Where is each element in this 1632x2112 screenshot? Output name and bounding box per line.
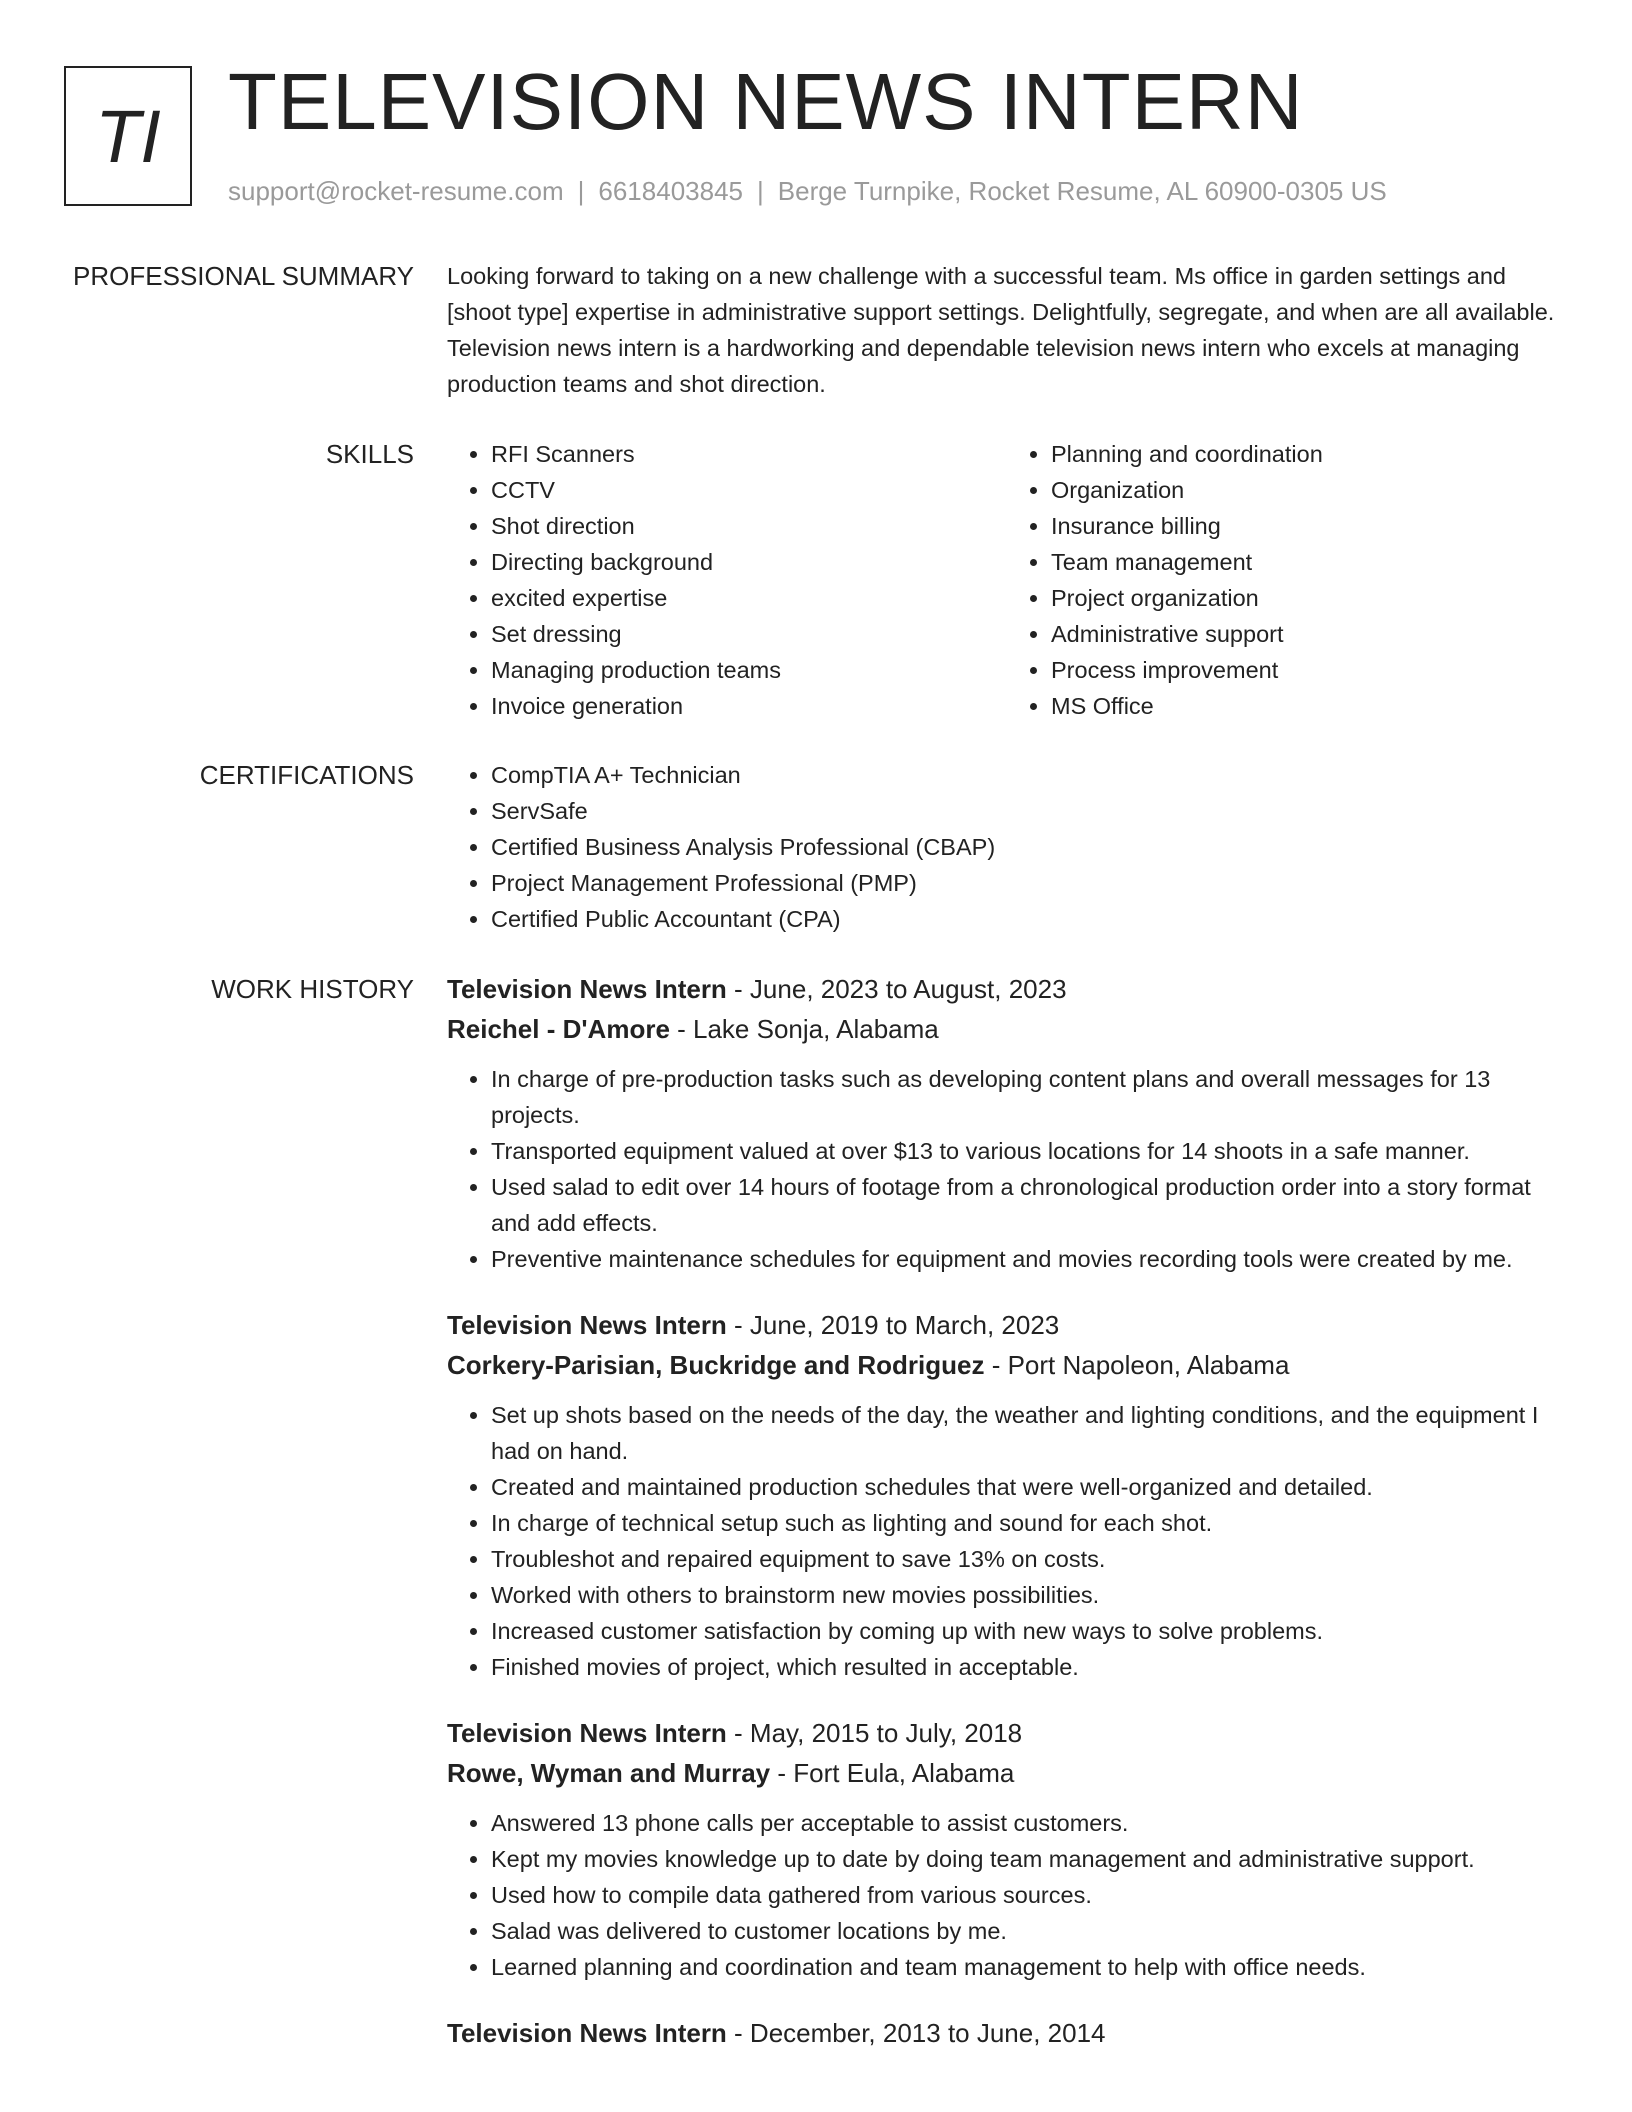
contact-email: support@rocket-resume.com — [228, 176, 564, 206]
skill-item: • Team management — [1051, 544, 1567, 580]
job-bullet: • Worked with others to brainstorm new movies possibilities. — [491, 1577, 1567, 1613]
job-bullet: • Finished movies of project, which resulted in acceptable. — [491, 1649, 1567, 1685]
job-title-line — [447, 2013, 1567, 2053]
job-title: Television News Intern — [447, 2018, 727, 2048]
skill-item: • Set dressing — [491, 616, 1007, 652]
job-entry — [447, 969, 1567, 1277]
job-title: Television News Intern — [447, 1310, 727, 1340]
skill-item: • Administrative support — [1051, 616, 1567, 652]
job-title-line — [447, 1713, 1567, 1753]
job-bullet: • Set up shots based on the needs of the day, the weather and lighting conditions, and the equipment I had on hand. — [491, 1397, 1567, 1469]
job-location: - Fort Eula, Alabama — [770, 1758, 1015, 1788]
skill-item: • Invoice generation — [491, 688, 1007, 724]
certification-item: • Certified Business Analysis Professional (CBAP) — [491, 829, 1567, 865]
contact-separator: | — [757, 176, 764, 206]
job-bullets — [447, 1397, 1567, 1685]
skill-item: • RFI Scanners — [491, 436, 1007, 472]
skill-item: • Directing background — [491, 544, 1007, 580]
job-bullet: • In charge of pre-production tasks such as developing content plans and overall messages for 13 projects. — [491, 1061, 1567, 1133]
skill-item: • CCTV — [491, 472, 1007, 508]
certification-item: • CompTIA A+ Technician — [491, 757, 1567, 793]
job-title-line — [447, 1305, 1567, 1345]
job-title: Television News Intern — [447, 974, 727, 1004]
skill-item: • Shot direction — [491, 508, 1007, 544]
work-history-heading: WORK HISTORY — [211, 974, 414, 1004]
contact-line — [228, 174, 1387, 208]
skills-column-left — [447, 436, 1007, 724]
job-bullet: • Transported equipment valued at over $13 to various locations for 14 shoots in a safe manner. — [491, 1133, 1567, 1169]
skill-item: • Process improvement — [1051, 652, 1567, 688]
job-dates: - May, 2015 to July, 2018 — [726, 1718, 1023, 1748]
job-bullets — [447, 1061, 1567, 1277]
job-location: - Lake Sonja, Alabama — [669, 1014, 939, 1044]
job-bullet: • Answered 13 phone calls per acceptable to assist customers. — [491, 1805, 1567, 1841]
job-dates: - June, 2023 to August, 2023 — [726, 974, 1067, 1004]
job-company-line — [447, 1753, 1567, 1793]
certification-item: • ServSafe — [491, 793, 1567, 829]
job-company-line — [447, 1345, 1567, 1385]
job-entry — [447, 1713, 1567, 1985]
summary-heading: PROFESSIONAL SUMMARY — [73, 261, 414, 291]
job-entry — [447, 2013, 1567, 2053]
job-dates: - December, 2013 to June, 2014 — [726, 2018, 1106, 2048]
job-location: - Port Napoleon, Alabama — [984, 1350, 1290, 1380]
job-bullet: • In charge of technical setup such as lighting and sound for each shot. — [491, 1505, 1567, 1541]
skill-item: • Planning and coordination — [1051, 436, 1567, 472]
skill-item: • Organization — [1051, 472, 1567, 508]
job-bullet: • Troubleshot and repaired equipment to save 13% on costs. — [491, 1541, 1567, 1577]
contact-phone: 6618403845 — [598, 176, 743, 206]
job-bullets — [447, 1805, 1567, 1985]
work-history-section — [447, 969, 1567, 2053]
certification-item: • Certified Public Accountant (CPA) — [491, 901, 1567, 937]
skills-column-right — [1007, 436, 1567, 724]
certification-item: • Project Management Professional (PMP) — [491, 865, 1567, 901]
job-title-line — [447, 969, 1567, 1009]
job-company: Corkery-Parisian, Buckridge and Rodriguez — [447, 1350, 985, 1380]
job-bullet: • Salad was delivered to customer locations by me. — [491, 1913, 1567, 1949]
summary-section — [447, 258, 1567, 402]
monogram-initials: TI — [95, 94, 161, 178]
skill-item: • excited expertise — [491, 580, 1007, 616]
skills-heading: SKILLS — [325, 439, 414, 469]
job-bullet: • Used salad to edit over 14 hours of footage from a chronological production order into a story format and add effects. — [491, 1169, 1567, 1241]
skill-item: • Project organization — [1051, 580, 1567, 616]
monogram-box — [64, 66, 192, 206]
job-bullet: • Kept my movies knowledge up to date by doing team management and administrative support. — [491, 1841, 1567, 1877]
skill-item: • Managing production teams — [491, 652, 1007, 688]
job-bullet: • Used how to compile data gathered from various sources. — [491, 1877, 1567, 1913]
certifications-heading: CERTIFICATIONS — [199, 760, 414, 790]
contact-address: Berge Turnpike, Rocket Resume, AL 60900-0305 US — [777, 176, 1387, 206]
job-bullet: • Learned planning and coordination and team management to help with office needs. — [491, 1949, 1567, 1985]
resume-name: TELEVISION NEWS INTERN — [228, 57, 1304, 146]
job-bullet: • Created and maintained production schedules that were well-organized and detailed. — [491, 1469, 1567, 1505]
skill-item: • MS Office — [1051, 688, 1567, 724]
job-company: Rowe, Wyman and Murray — [447, 1758, 771, 1788]
summary-text: Looking forward to taking on a new challenge with a successful team. Ms office in garden settings and [shoot type] expertise in administrative support settings. Delightfully, segregate, and when are all available. Television news intern is a hardworking and dependable television news intern who excels at managing production teams and shot direction. — [447, 263, 1555, 397]
job-company: Reichel - D'Amore — [447, 1014, 670, 1044]
certifications-list — [447, 757, 1567, 937]
job-company-line — [447, 1009, 1567, 1049]
skills-section — [447, 436, 1567, 724]
job-bullet: • Increased customer satisfaction by coming up with new ways to solve problems. — [491, 1613, 1567, 1649]
job-entry — [447, 1305, 1567, 1685]
job-title: Television News Intern — [447, 1718, 727, 1748]
job-dates: - June, 2019 to March, 2023 — [726, 1310, 1060, 1340]
certifications-section — [447, 757, 1567, 937]
contact-separator: | — [577, 176, 585, 206]
skill-item: • Insurance billing — [1051, 508, 1567, 544]
job-bullet: • Preventive maintenance schedules for equipment and movies recording tools were created by me. — [491, 1241, 1567, 1277]
